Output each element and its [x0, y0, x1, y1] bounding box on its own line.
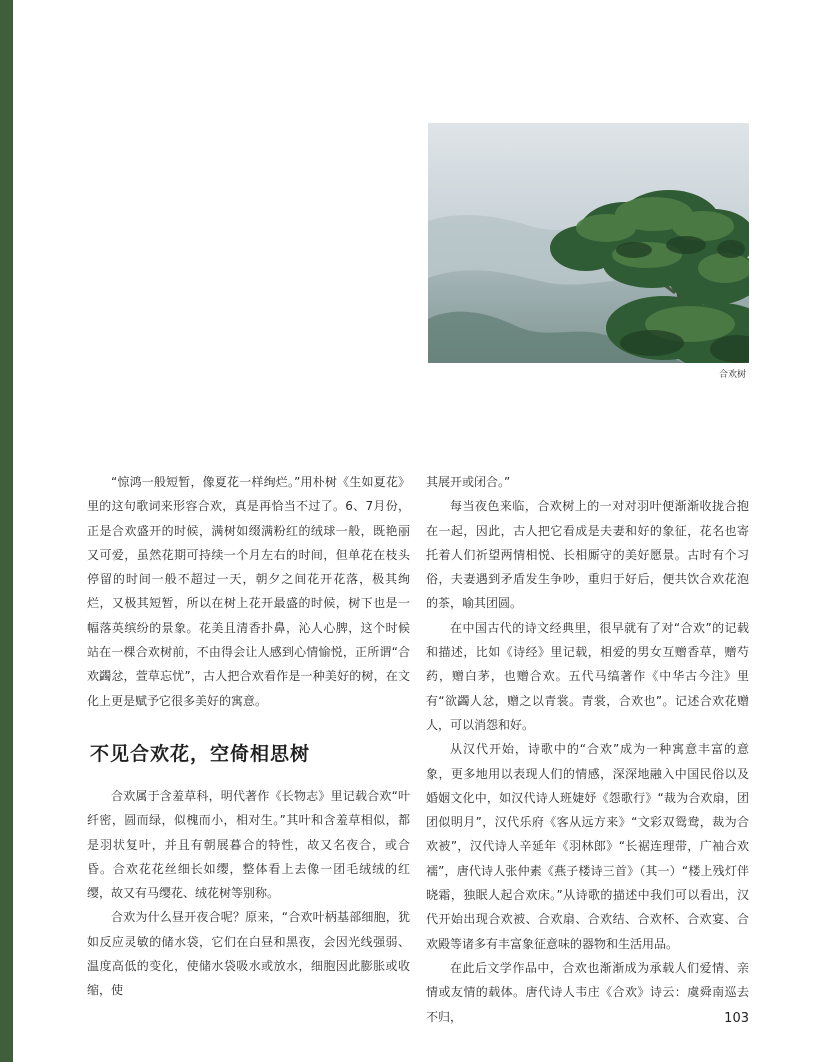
article-paragraph: 合欢为什么昼开夜合呢？原来，“合欢叶柄基部细胞，犹如反应灵敏的储水袋，它们在白昼和黑夜，会因光线强弱、温度高低的变化，使储水袋吸水或放水，细胞因此膨胀或收缩，使 [87, 910, 410, 998]
photo-caption: 合欢树 [718, 370, 746, 380]
adjacent-page-flower-photo-strip [0, 0, 13, 1062]
article-left-column [87, 470, 410, 1003]
article-paragraph: 在中国古代的诗文经典里，很早就有了对“合欢”的记载和描述，比如《诗经》里记载，相爱的男女互赠香草，赠芍药，赠白茅，也赠合欢。五代马缟著作《中华古今注》里有“欲蠲人忿，赠之以青裳。青裳，合欢也”。记述合欢花赠人，可以消怨和好。 [426, 620, 749, 732]
article-paragraph: 在此后文学作品中，合欢也渐渐成为承载人们爱情、亲情或友情的载体。唐代诗人韦庄《合欢》诗云：虞舜南巡去不归， [426, 960, 749, 1024]
albizia-tree-photo [428, 123, 749, 363]
page-number: 103 [724, 1011, 749, 1026]
article-paragraph-continuation: 其展开或闭合。” [426, 475, 511, 489]
article-paragraph: 每当夜色来临，合欢树上的一对对羽叶便渐渐收拢合抱在一起，因此，古人把它看成是夫妻和好的象征，花名也寄托着人们祈望两情相悦、长相厮守的美好愿景。古时有个习俗，夫妻遇到矛盾发生争吵，重归于好后，便共饮合欢花泡的茶，喻其团圆。 [426, 499, 749, 611]
article-paragraph: 从汉代开始，诗歌中的“合欢”成为一种寓意丰富的意象，更多地用以表现人们的情感，深深地融入中国民俗以及婚姻文化中，如汉代诗人班婕妤《怨歌行》“裁为合欢扇，团团似明月”，汉代乐府《客从远方来》“文彩双鸳鸯，裁为合欢被”，汉代诗人辛延年《羽林郎》“长裾连理带，广袖合欢襦”，唐代诗人张仲素《燕子楼诗三首》（其一）“楼上残灯伴晓霜，独眠人起合欢床。”从诗歌的描述中我们可以看出，汉代开始出现合欢被、合欢扇、合欢结、合欢杯、合欢宴、合欢殿等诸多有丰富象征意味的器物和生活用品。 [426, 742, 749, 951]
section-heading: 不见合欢花，空倚相思树 [90, 742, 311, 765]
article-right-column [426, 470, 749, 1029]
misty-tree-landscape-image [428, 123, 749, 363]
article-paragraph: “惊鸿一般短暂，像夏花一样绚烂。”用朴树《生如夏花》里的这句歌词来形容合欢，真是再恰当不过了。6、7月份，正是合欢盛开的时候，满树如缀满粉红的绒球一般，既艳丽又可爱，虽然花期可持续一个月左右的时间，但单花在枝头停留的时间一般不超过一天，朝夕之间花开花落，极其绚烂，又极其短暂，所以在树上花开最盛的时候，树下也是一幅落英缤纷的景象。花美且清香扑鼻，沁人心脾，这个时候站在一棵合欢树前，不由得会让人感到心情愉悦，正所谓“合欢蠲忿，萱草忘忧”，古人把合欢看作是一种美好的树，在文化上更是赋予它很多美好的寓意。 [87, 475, 410, 708]
article-paragraph: 合欢属于含羞草科，明代著作《长物志》里记载合欢“叶纤密，圆而绿，似槐而小，相对生。”其叶和含羞草相似，都是羽状复叶，并且有朝展暮合的特性，故又名夜合，或合昏。合欢花花丝细长如缨，整体看上去像一团毛绒绒的红缨，故又有马缨花、绒花树等别称。 [87, 788, 410, 901]
